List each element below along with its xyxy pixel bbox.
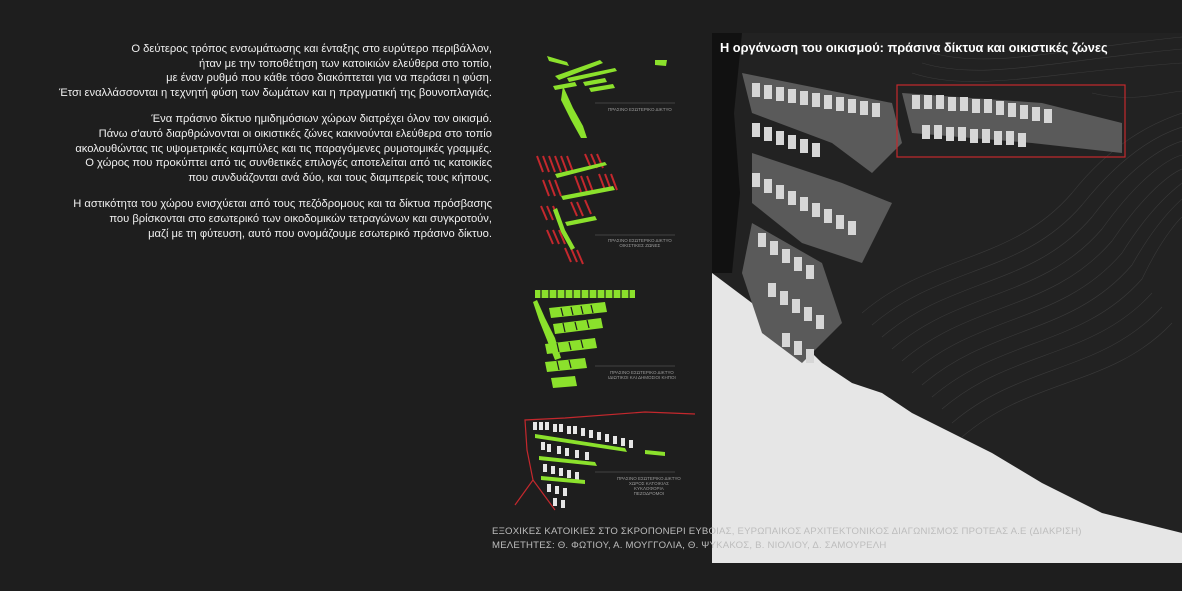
intro-line: ήταν με την τοποθέτηση των κατοικιών ελεύθερα στο τοπίο, xyxy=(198,57,492,70)
intro-line: που συνδυάζονται ανά δύο, και τους διαμπερείς τους κήπους. xyxy=(188,171,492,184)
intro-line: Η αστικότητα του χώρου ενισχύεται από τους πεζόδρομους και τα δίκτυα πρόσβασης xyxy=(73,198,492,211)
site-plan xyxy=(712,33,1182,563)
diagram-caption: ΠΡΑΣΙΝΟ ΕΣΩΤΕΡΙΚΟ ΔΙΚΤΥΟ ΟΙΚΙΣΤΙΚΕΣ ΖΩΝΕΣ xyxy=(608,238,672,248)
intro-text xyxy=(40,42,492,253)
gardens-drawing xyxy=(505,288,705,413)
diagram-residential-zones xyxy=(505,150,705,275)
intro-line: μαζί με τη φύτευση, αυτό που ονομάζουμε εσωτερικό πράσινο δίκτυο. xyxy=(148,227,492,240)
diagram-green-network xyxy=(505,48,705,148)
plan-title: Η οργάνωση του οικισμού: πράσινα δίκτυα και οικιστικές ζώνες xyxy=(720,40,1108,55)
site-plan-drawing xyxy=(712,33,1182,563)
intro-line: Ένα πράσινο δίκτυο ημιδημόσιων χώρων διατρέχει όλον τον οικισμό. xyxy=(151,113,492,126)
intro-line: με έναν ρυθμό που κάθε τόσο διακόπτεται για να περάσει η φύση. xyxy=(166,72,492,85)
diagram-caption: ΠΡΑΣΙΝΟ ΕΣΩΤΕΡΙΚΟ ΔΙΚΤΥΟ ΧΩΡΟΣ ΚΑΤΟΙΚΙΑΣ ΚΥΚΛΟΦΟΡΙΑ ΠΕΖΟΔΡΟΜΟΙ xyxy=(617,476,681,496)
intro-paragraph-1 xyxy=(40,42,492,100)
intro-line: που βρίσκονται στο εσωτερικό των οικοδομικών τετραγώνων και συγκροτούν, xyxy=(109,212,492,225)
residential-zones-drawing xyxy=(505,150,705,275)
credits xyxy=(492,525,1082,552)
intro-line: Ο χώρος που προκύπτει από τις συνθετικές επιλογές αποτελείται από τις κατοικίες xyxy=(85,157,492,170)
diagram-caption: ΠΡΑΣΙΝΟ ΕΣΩΤΕΡΙΚΟ ΔΙΚΤΥΟ xyxy=(608,107,672,112)
credits-project: ΕΞΟΧΙΚΕΣ ΚΑΤΟΙΚΙΕΣ ΣΤΟ ΣΚΡΟΠΟΝΕΡΙ ΕΥΒΟΙΑΣ, ΕΥΡΩΠΑΙΚΟΣ ΑΡΧΙΤΕΚΤΟΝΙΚΟΣ ΔΙΑΓΩΝΙΣΜΟΣ ΠΡΟΤΕΑΣ Α.Ε (ΔΙΑΚΡΙΣΗ) xyxy=(492,526,1082,537)
credits-authors: ΜΕΛΕΤΗΤΕΣ: Θ. ΦΩΤΙΟΥ, Α. ΜΟΥΓΓΟΛΙΑ, Θ. ΨΥΚΑΚΟΣ, Β. ΝΙΟΛΙΟΥ, Δ. ΣΑΜΟΥΡΕΛΗ xyxy=(492,539,887,551)
intro-line: Ο δεύτερος τρόπος ενσωμάτωσης και ένταξης στο ευρύτερο περιβάλλον, xyxy=(131,43,492,55)
diagram-caption: ΠΡΑΣΙΝΟ ΕΣΩΤΕΡΙΚΟ ΔΙΚΤΥΟ ΙΔΙΩΤΙΚΟΙ ΚΑΙ ΔΗΜΟΣΙΟΙ ΚΗΠΟΙ xyxy=(608,370,676,380)
intro-line: Έτσι εναλλάσσονται η τεχνητή φύση των δωμάτων και η πραγματική της βουνοπλαγιάς. xyxy=(58,86,492,99)
diagram-circulation xyxy=(505,410,705,520)
circulation-drawing xyxy=(505,410,705,520)
intro-paragraph-2 xyxy=(40,112,492,185)
green-network-drawing xyxy=(505,48,705,148)
intro-paragraph-3 xyxy=(40,197,492,241)
intro-line: Πάνω σ'αυτό διαρθρώνονται οι οικιστικές ζώνες κακινούνται ελεύθερα στο τοπίο xyxy=(98,127,492,140)
diagram-gardens xyxy=(505,288,705,413)
intro-line: ακολουθώντας τις υψομετρικές καμπύλες και τις παραγόμενες ρυμοτομικές γραμμές. xyxy=(75,142,492,155)
